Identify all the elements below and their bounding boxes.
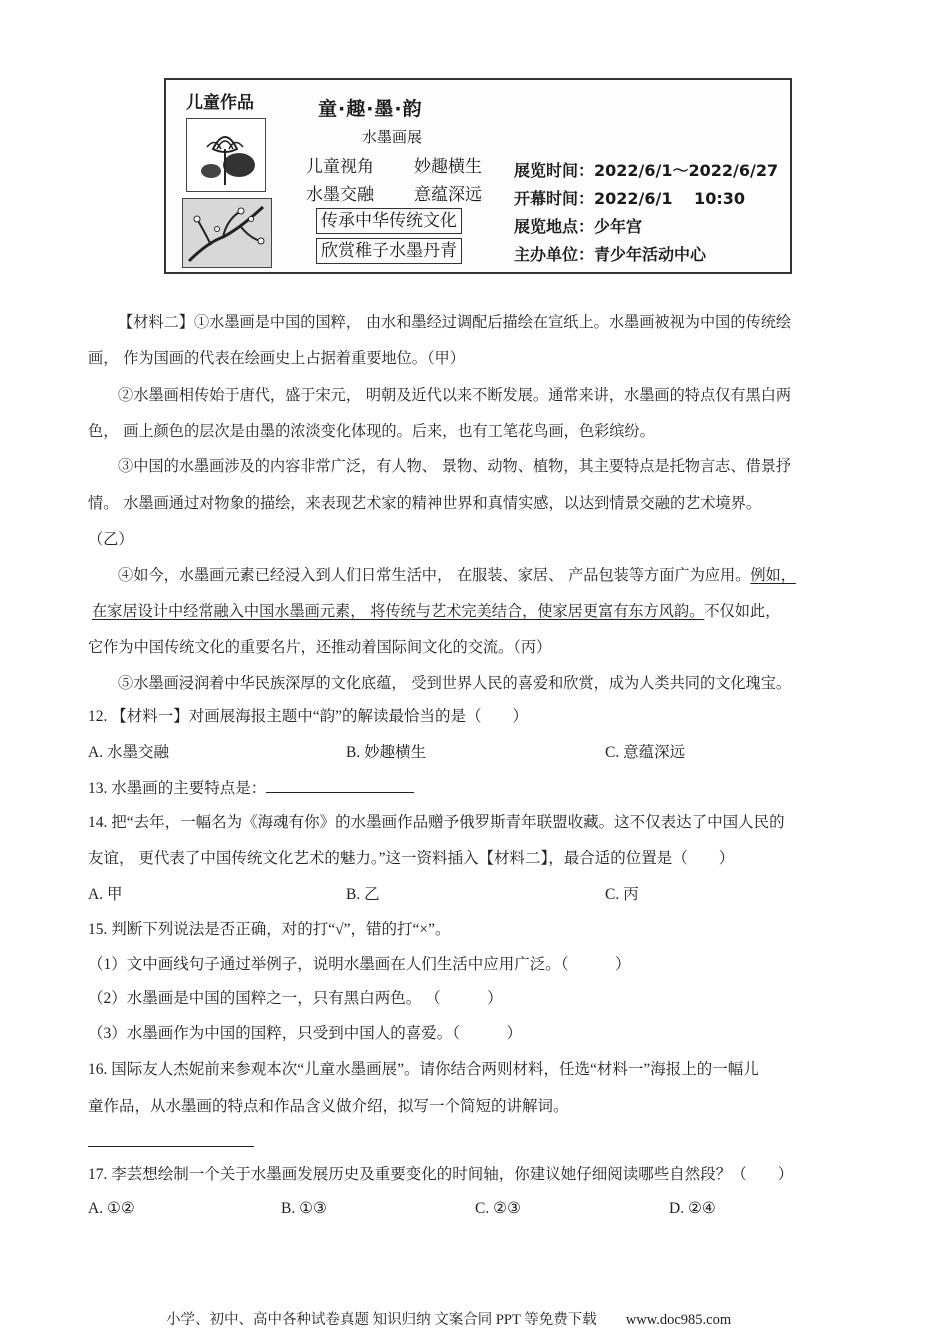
material2-paragraph-line — [92, 601, 780, 621]
material2-paragraph-line: ⑤水墨画浸润着中华民族深厚的文化底蕴， 受到世界人民的喜爱和欣赏，成为人类共同的文化瑰宝。 — [118, 674, 792, 692]
poster-title: 童·趣·墨·韵 — [318, 98, 423, 120]
option-c: C. 意蕴深远 — [605, 744, 686, 761]
option-c: C. ②③ — [475, 1200, 521, 1217]
question-16-line: 童作品，从水墨画的特点和作品含义做介绍，拟写一个简短的讲解词。 — [88, 1098, 569, 1115]
option-c: C. 丙 — [605, 886, 639, 903]
poster-phrase: 妙趣横生 — [414, 157, 482, 177]
poster-boxed-slogan: 传承中华传统文化 — [316, 208, 462, 234]
material2-paragraph-line: 它作为中国传统文化的重要名片，还推动着国际间文化的交流。（丙） — [88, 638, 552, 656]
poster-phrase: 意蕴深远 — [414, 185, 482, 205]
question-15-item: （1）文中画线句子通过举例子，说明水墨画在人们生活中应用广泛。（ ） — [88, 956, 631, 973]
question-13 — [88, 778, 414, 799]
question-15-item: （2）水墨画是中国的国粹之一，只有黑白两色。 （ ） — [88, 990, 503, 1007]
poster-boxed-slogan: 欣赏稚子水墨丹青 — [316, 238, 462, 264]
material2-text: ④如今，水墨画元素已经浸入到人们日常生活中， 在服装、家居、 产品包装等方面广为应用。 — [118, 566, 751, 584]
option-a: A. 甲 — [88, 886, 123, 903]
question-17: 17. 李芸想绘制一个关于水墨画发展历史及重要变化的时间轴，你建议她仔细阅读哪些自然段？（ ） — [88, 1166, 794, 1183]
material2-text: 不仅如此， — [704, 602, 781, 620]
lotus-painting-icon — [186, 118, 266, 192]
material2-paragraph-line: ②水墨画相传始于唐代，盛于宋元， 明朝及近代以来不断发展。通常来讲，水墨画的特点仅有黑白两 — [118, 386, 792, 404]
option-b: B. ①③ — [281, 1200, 327, 1217]
poster-works-label: 儿童作品 — [186, 93, 254, 113]
question-16-line: 16. 国际友人杰妮前来参观本次“儿童水墨画展”。请你结合两则材料，任选“材料一”海报上的一幅儿 — [88, 1061, 759, 1078]
material2-paragraph-line: ③中国的水墨画涉及的内容非常广泛，有人物、 景物、动物、植物，其主要特点是托物言志、借景抒 — [118, 457, 792, 475]
question-14-line: 友谊， 更代表了中国传统文化艺术的魅力。”这一资料插入【材料二】，最合适的位置是（ ） — [88, 850, 735, 867]
question-13-text: 13. 水墨画的主要特点是： — [88, 780, 267, 797]
poster-info-organizer: 主办单位：青少年活动中心 — [514, 245, 707, 264]
underlined-sentence: 在家居设计中经常融入中国水墨画元素， 将传统与艺术完美结合，使家居更富有东方风韵。 — [92, 602, 705, 620]
poster-phrase: 儿童视角 — [306, 157, 374, 177]
plum-branch-painting-icon — [182, 198, 272, 268]
answer-blank[interactable] — [266, 778, 414, 793]
option-a: A. ①② — [88, 1200, 135, 1217]
question-15: 15. 判断下列说法是否正确，对的打“√”，错的打“×”。 — [88, 921, 451, 938]
option-b: B. 乙 — [346, 886, 380, 903]
material2-paragraph-line: 情。 水墨画通过对物象的描绘，来表现艺术家的精神世界和真情实感，以达到情景交融的艺术境界。 — [88, 494, 762, 512]
material2-paragraph-line: 画， 作为国画的代表在绘画史上占据着重要地位。（甲） — [88, 349, 465, 367]
answer-line[interactable] — [88, 1146, 254, 1147]
poster-info-venue: 展览地点：少年宫 — [514, 217, 643, 236]
option-b: B. 妙趣横生 — [346, 744, 427, 761]
question-15-item: （3）水墨画作为中国的国粹，只受到中国人的喜爱。（ ） — [88, 1025, 523, 1042]
poster-subtitle: 水墨画展 — [362, 128, 423, 146]
material2-paragraph-line: 【材料二】①水墨画是中国的国粹， 由水和墨经过调配后描绘在宣纸上。水墨画被视为中国的传统绘 — [118, 313, 792, 331]
poster-info-time: 展览时间：2022/6/1～2022/6/27 — [514, 161, 779, 180]
poster-info-opening: 开幕时间：2022/6/1 10:30 — [514, 189, 745, 208]
page-footer: 小学、初中、高中各种试卷真题 知识归纳 文案合同 PPT 等免费下载 www.doc985.com — [166, 1312, 732, 1328]
option-a: A. 水墨交融 — [88, 744, 169, 761]
material2-paragraph-line — [118, 565, 796, 585]
question-14-line: 14. 把“去年，一幅名为《海魂有你》的水墨画作品赠予俄罗斯青年联盟收藏。这不仅表达了中国人民的 — [88, 814, 785, 831]
underlined-sentence: 例如， — [750, 566, 796, 584]
material2-paragraph-line: （乙） — [88, 530, 134, 548]
poster-phrase: 水墨交融 — [306, 185, 374, 205]
exhibition-poster — [164, 78, 792, 274]
question-12: 12. 【材料一】对画展海报主题中“韵”的解读最恰当的是（ ） — [88, 708, 529, 725]
material2-paragraph-line: 色， 画上颜色的层次是由墨的浓淡变化体现的。后来，也有工笔花鸟画，色彩缤纷。 — [88, 422, 655, 440]
option-d: D. ②④ — [669, 1200, 716, 1217]
